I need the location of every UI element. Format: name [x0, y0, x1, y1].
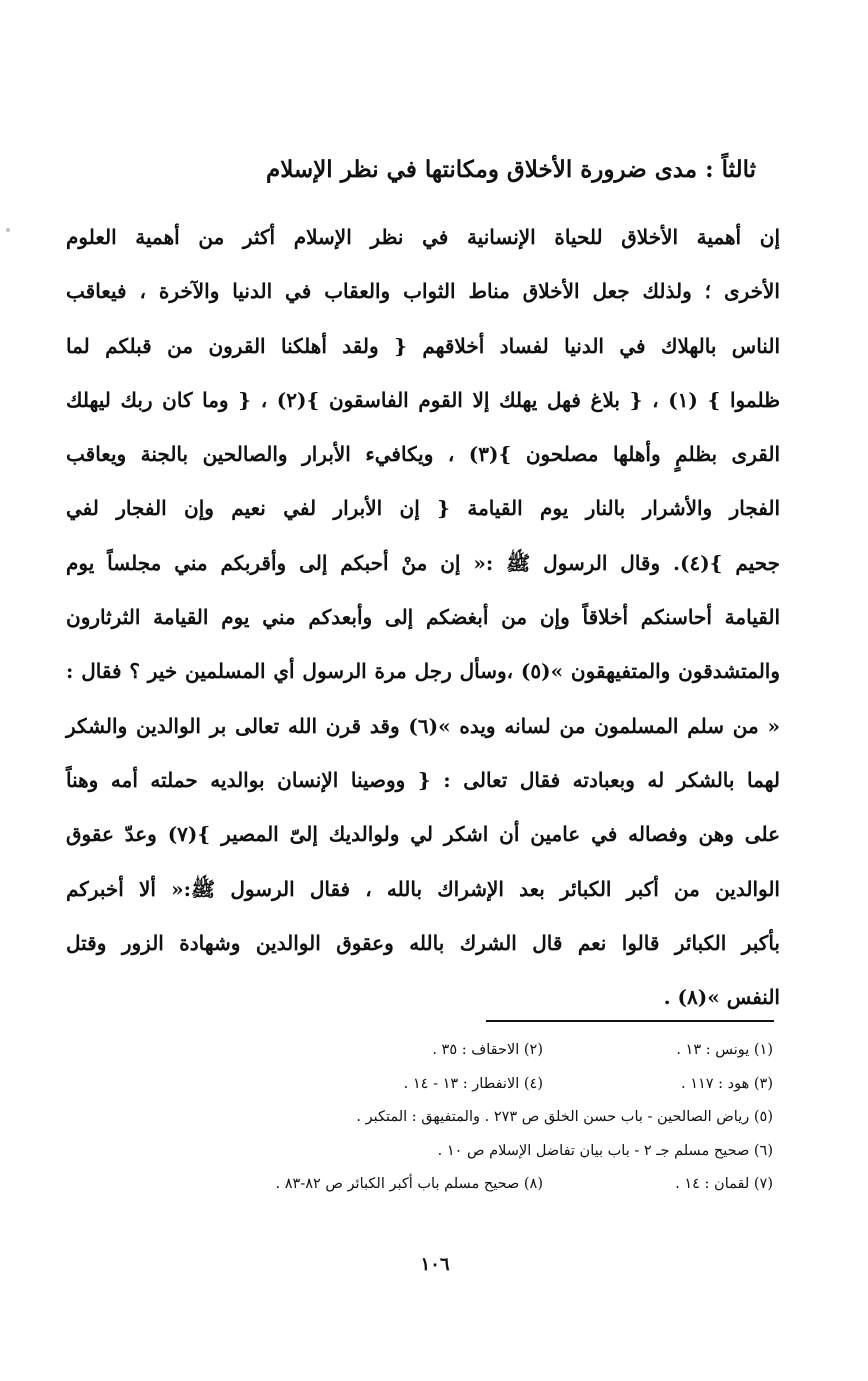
- body-line: الوالدين من أكبر الكبائر بعد الإشراك بالله ، فقال الرسول ﷺ:« ألا أخبركم: [66, 876, 780, 901]
- footnote: (٢) الاحقاف : ٣٥ .: [432, 1042, 543, 1058]
- scan-speck: [6, 228, 10, 232]
- footnote-row: [153, 1168, 773, 1202]
- footnote: (٥) رياض الصالحين - باب حسن الخلق ص ٢٧٣ . والمتفيهق : المتكبر .: [356, 1109, 773, 1125]
- footnote-row: [153, 1135, 773, 1169]
- footnote-row: [153, 1068, 773, 1102]
- body-line: على وهن وفصاله في عامين أن اشكر لي ولوالديك إلىّ المصير }(٧) وعدّ عقوق: [66, 822, 780, 847]
- footnote: (١) يونس : ١٣ .: [676, 1042, 773, 1058]
- body-line: النفس »(٨) .: [663, 985, 780, 1010]
- body-line: الأخرى ؛ ولذلك جعل الأخلاق مناط الثواب والعقاب في الدنيا والآخرة ، فيعاقب: [66, 279, 780, 304]
- body-line: إن أهمية الأخلاق للحياة الإنسانية في نظر الإسلام أكثر من أهمية العلوم: [66, 225, 780, 249]
- footnote: (٦) صحيح مسلم جـ ٢ - باب بيان تفاضل الإسلام ص ١٠ .: [437, 1142, 773, 1159]
- body-paragraph: [66, 210, 780, 1024]
- footnote: (٣) هود : ١١٧ .: [680, 1075, 773, 1092]
- body-line: القيامة أحاسنكم أخلاقاً وإن من أبغضكم إلى وأبعدكم مني يوم القيامة الثرثارون: [66, 605, 780, 630]
- page-number: ١٠٦: [420, 1254, 450, 1275]
- body-line: القرى بظلمٍ وأهلها مصلحون }(٣) ، ويكافيء الأبرار والصالحين بالجنة ويعاقب: [66, 442, 781, 467]
- footnote-row: [153, 1101, 773, 1135]
- body-line: الناس بالهلاك في الدنيا لفساد أخلاقهم { ولقد أهلكنا القرون من قبلكم لما: [66, 333, 780, 358]
- footnote: (٤) الانفطار : ١٣ - ١٤ .: [403, 1075, 543, 1092]
- footnote-separator: [486, 1020, 774, 1022]
- footnote-row: [153, 1034, 773, 1068]
- footnote: (٧) لقمان : ١٤ .: [675, 1176, 773, 1192]
- footnote: (٨) صحيح مسلم باب أكبر الكبائر ص ٨٢-٨٣ .: [275, 1176, 543, 1192]
- body-line: لهما بالشكر له وبعبادته فقال تعالى : { ووصينا الإنسان بوالديه حملته أمه وهناً: [66, 767, 780, 792]
- section-heading: ثالثاً : مدى ضرورة الأخلاق ومكانتها في نظر الإسلام: [265, 156, 756, 183]
- footnotes: [153, 1034, 773, 1202]
- body-line: ظلموا } (١) ، { بلاغ فهل يهلك إلا القوم الفاسقون }(٢) ، { وما كان ربك ليهلك: [66, 387, 780, 412]
- body-line: « من سلم المسلمون من لسانه ويده »(٦) وقد قرن الله تعالى بر الوالدين والشكر: [66, 713, 781, 738]
- body-line: الفجار والأشرار بالنار يوم القيامة { إن الأبرار لفي نعيم وإن الفجار لفي: [66, 496, 780, 521]
- body-line: بأكبر الكبائر قالوا نعم قال الشرك بالله وعقوق الوالدين وشهادة الزور وقتل: [66, 930, 780, 955]
- body-line: جحيم }(٤). وقال الرسول ﷺ :« إن منْ أحبكم إلى وأقربكم مني مجلساً يوم: [66, 550, 780, 575]
- body-line: والمتشدقون والمتفيهقون »(٥) ،وسأل رجل مرة الرسول أي المسلمين خير ؟ فقال :: [66, 659, 780, 684]
